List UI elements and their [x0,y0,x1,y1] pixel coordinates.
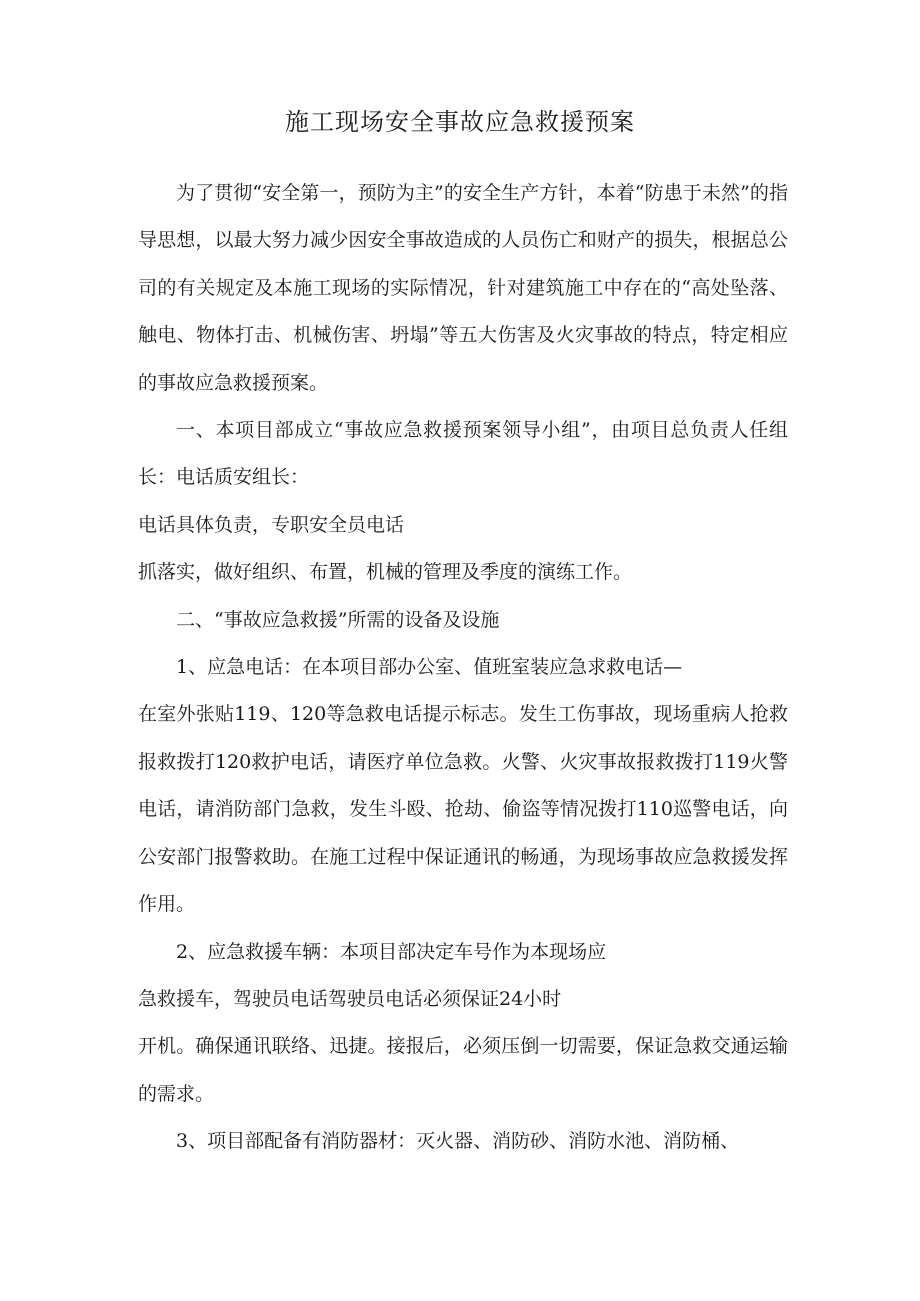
paragraph-section-2-heading: 二、“事故应急救援”所需的设备及设施 [176,608,500,631]
paragraph-item-2-cont-b: 开机。确保通讯联络、迅捷。接报后，必须压倒一切需要，保证急救交通运输的需求。 [138,1035,788,1105]
document-title: 施工现场安全事故应急救援预案 [285,108,635,136]
paragraph-item-1: 1、应急电话：在本项目部办公室、值班室装应急求救电话— [176,656,683,679]
paragraph-section-1-cont-a: 电话具体负责，专职安全员电话 [138,513,405,536]
paragraph-intro: 为了贯彻“安全第一，预防为主”的安全生产方针，本着“防患于未然”的指导思想，以最大努力减少因安全事故造成的人员伤亡和财产的损失，根据总公司的有关规定及本施工现场的实际情况，针对建筑施工中存在的“高处坠落、触电、物体打击、机械伤害、坍塌”等五大伤害及火灾事故的特点，特定相应的事故应急救援预案。 [138,182,788,394]
paragraph-section-1: 一、本项目部成立“事故应急救援预案领导小组”，由项目总负责人任组长：电话质安组长： [138,419,788,489]
paragraph-section-1-cont-b: 抓落实，做好组织、布置，机械的管理及季度的演练工作。 [138,561,633,584]
paragraph-item-2: 2、应急救援车辆：本项目部决定车号作为本现场应 [176,940,607,963]
paragraph-item-1-cont: 在室外张贴119、120等急救电话提示标志。发生工伤事故，现场重病人抢救报救拨打120救护电话，请医疗单位急救。火警、火灾事故报救拨打119火警电话，请消防部门急救，发生斗殴、抢劫、偷盗等情况拨打110巡警电话，向公安部门报警救助。在施工过程中保证通讯的畅通，为现场事故应急救援发挥作用。 [138,703,788,916]
paragraph-item-3: 3、项目部配备有消防器材：灭火器、消防砂、消防水池、消防桶、 [176,1130,740,1153]
paragraph-item-2-cont-a: 急救援车，驾驶员电话驾驶员电话必须保证24小时 [138,987,562,1010]
document-body [138,170,788,1166]
